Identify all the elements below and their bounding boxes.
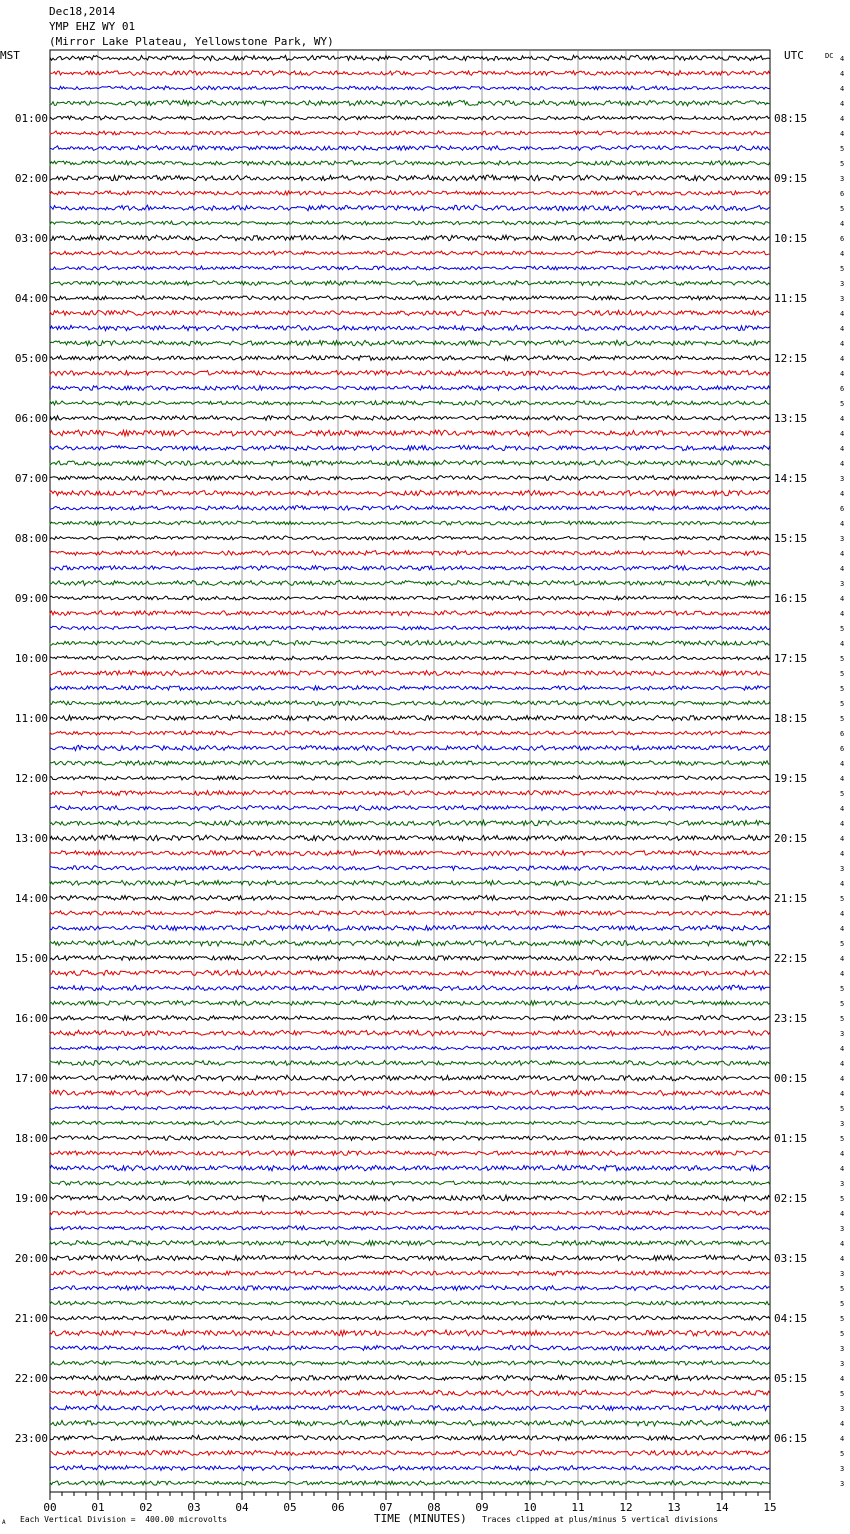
mst-hour-label: 10:00 <box>14 652 48 665</box>
seismic-trace <box>50 566 770 571</box>
dc-value: 3 <box>840 1360 845 1368</box>
dc-value: 4 <box>840 775 845 783</box>
utc-hour-label: 05:15 <box>774 1372 808 1385</box>
dc-value: 6 <box>840 235 845 243</box>
dc-value: 5 <box>840 1105 845 1113</box>
seismic-trace <box>50 266 770 270</box>
seismic-trace <box>50 161 770 166</box>
x-tick-label: 09 <box>475 1501 489 1514</box>
seismic-trace <box>50 86 770 90</box>
seismic-trace <box>50 1316 770 1320</box>
x-tick-label: 02 <box>139 1501 153 1514</box>
dc-value: 4 <box>840 1150 845 1158</box>
seismic-trace <box>50 925 770 930</box>
mst-hour-label: 16:00 <box>14 1012 48 1025</box>
seismic-trace <box>50 175 770 181</box>
seismic-trace <box>50 745 770 750</box>
dc-value: 4 <box>840 490 845 498</box>
seismic-trace <box>50 1075 770 1081</box>
dc-value: 3 <box>840 535 845 543</box>
dc-value: 4 <box>840 955 845 963</box>
left-timezone-label: MST <box>0 49 20 62</box>
dc-value: 4 <box>840 370 845 378</box>
seismic-trace <box>50 1226 770 1230</box>
dc-value: 4 <box>840 460 845 468</box>
seismic-trace <box>50 1046 770 1050</box>
seismic-trace <box>50 490 770 496</box>
mst-hour-label: 17:00 <box>14 1072 48 1085</box>
dc-value: 4 <box>840 1210 845 1218</box>
dc-value: 4 <box>840 880 845 888</box>
dc-value: 4 <box>840 1060 845 1068</box>
plot-date: Dec18,2014 <box>49 5 116 18</box>
seismic-trace <box>50 940 770 946</box>
dc-value: 4 <box>840 640 845 648</box>
seismic-trace <box>50 340 770 345</box>
utc-hour-label: 19:15 <box>774 772 808 785</box>
clip-note: Traces clipped at plus/minus 5 vertical divisions <box>482 1515 719 1524</box>
dc-value: 4 <box>840 340 845 348</box>
mst-hour-label: 23:00 <box>14 1432 48 1445</box>
x-tick-label: 04 <box>235 1501 249 1514</box>
seismic-trace <box>50 1136 770 1141</box>
mst-hour-label: 13:00 <box>14 832 48 845</box>
footer-mark: A <box>2 1519 6 1526</box>
dc-value: 4 <box>840 85 845 93</box>
dc-value: 3 <box>840 1180 845 1188</box>
mst-hour-label: 04:00 <box>14 292 48 305</box>
dc-value: 4 <box>840 130 845 138</box>
seismic-trace <box>50 1061 770 1066</box>
dc-value: 5 <box>840 205 845 213</box>
dc-value: 4 <box>840 310 845 318</box>
seismic-trace <box>50 1165 770 1171</box>
seismic-trace <box>50 1435 770 1440</box>
seismic-trace <box>50 430 770 436</box>
utc-hour-label: 20:15 <box>774 832 808 845</box>
dc-value: 5 <box>840 1315 845 1323</box>
x-tick-label: 06 <box>331 1501 345 1514</box>
seismic-trace <box>50 146 770 151</box>
dc-value: 4 <box>840 1165 845 1173</box>
seismic-trace <box>50 445 770 450</box>
utc-hour-label: 18:15 <box>774 712 808 725</box>
x-tick-label: 13 <box>667 1501 681 1514</box>
dc-value: 5 <box>840 685 845 693</box>
seismic-trace <box>50 386 770 391</box>
seismic-trace <box>50 776 770 780</box>
dc-value: 4 <box>840 1435 845 1443</box>
seismic-trace <box>50 401 770 406</box>
seismic-trace <box>50 1361 770 1366</box>
dc-value: 4 <box>840 430 845 438</box>
x-tick-label: 03 <box>187 1501 201 1514</box>
seismic-trace <box>50 205 770 211</box>
dc-value: 4 <box>840 595 845 603</box>
utc-hour-label: 22:15 <box>774 952 808 965</box>
dc-value: 5 <box>840 400 845 408</box>
dc-value: 4 <box>840 115 845 123</box>
seismic-trace <box>50 310 770 315</box>
x-tick-label: 15 <box>763 1501 777 1514</box>
utc-hour-label: 09:15 <box>774 172 808 185</box>
dc-value: 5 <box>840 655 845 663</box>
utc-hour-label: 04:15 <box>774 1312 808 1325</box>
dc-value: 4 <box>840 1420 845 1428</box>
dc-value: 5 <box>840 715 845 723</box>
dc-value: 5 <box>840 1015 845 1023</box>
mst-hour-label: 18:00 <box>14 1132 48 1145</box>
mst-hour-label: 09:00 <box>14 592 48 605</box>
seismic-trace <box>50 1345 770 1350</box>
seismic-trace <box>50 416 770 421</box>
seismic-trace <box>50 835 770 841</box>
seismic-trace <box>50 596 770 600</box>
dc-value: 4 <box>840 760 845 768</box>
mst-hour-label: 03:00 <box>14 232 48 245</box>
seismic-trace <box>50 1466 770 1471</box>
dc-value: 6 <box>840 505 845 513</box>
seismic-trace <box>50 880 770 885</box>
dc-value: 5 <box>840 1195 845 1203</box>
seismic-trace <box>50 790 770 795</box>
dc-value: 3 <box>840 1270 845 1278</box>
seismic-trace <box>50 686 770 691</box>
seismic-trace <box>50 235 770 241</box>
seismic-trace <box>50 116 770 120</box>
mst-hour-label: 11:00 <box>14 712 48 725</box>
seismic-trace <box>50 1286 770 1291</box>
seismic-trace <box>50 866 770 871</box>
x-tick-label: 01 <box>91 1501 105 1514</box>
dc-value: 5 <box>840 670 845 678</box>
dc-value: 5 <box>840 790 845 798</box>
dc-value: 4 <box>840 1375 845 1383</box>
dc-value: 3 <box>840 865 845 873</box>
dc-value: 4 <box>840 610 845 618</box>
mst-hour-label: 06:00 <box>14 412 48 425</box>
dc-value: 5 <box>840 1285 845 1293</box>
dc-value: 4 <box>840 910 845 918</box>
seismic-trace <box>50 370 770 375</box>
seismic-trace <box>50 100 770 106</box>
dc-value: 6 <box>840 730 845 738</box>
utc-hour-label: 11:15 <box>774 292 808 305</box>
dc-value: 5 <box>840 940 845 948</box>
dc-value: 4 <box>840 1255 845 1263</box>
seismic-trace <box>50 1301 770 1306</box>
seismic-trace <box>50 970 770 976</box>
station-code: YMP EHZ WY 01 <box>49 20 136 33</box>
seismic-trace <box>50 656 770 660</box>
seismic-trace <box>50 281 770 286</box>
seismic-trace <box>50 626 770 630</box>
seismic-trace <box>50 1481 770 1485</box>
seismic-trace <box>50 536 770 540</box>
x-tick-label: 07 <box>379 1501 393 1514</box>
seismic-trace <box>50 506 770 511</box>
dc-value: 5 <box>840 1300 845 1308</box>
dc-value: 5 <box>840 1135 845 1143</box>
station-location: (Mirror Lake Plateau, Yellowstone Park, WY) <box>49 35 334 48</box>
dc-value: 4 <box>840 1075 845 1083</box>
seismic-trace <box>50 1405 770 1410</box>
dc-value: 4 <box>840 850 845 858</box>
seismic-trace <box>50 1030 770 1036</box>
x-tick-label: 12 <box>619 1501 633 1514</box>
seismic-trace <box>50 1211 770 1215</box>
seismic-trace <box>50 356 770 361</box>
mst-hour-label: 15:00 <box>14 952 48 965</box>
seismic-trace <box>50 806 770 811</box>
seismic-trace <box>50 701 770 706</box>
dc-value: 5 <box>840 145 845 153</box>
seismic-trace <box>50 1420 770 1426</box>
mst-hour-label: 07:00 <box>14 472 48 485</box>
x-tick-label: 08 <box>427 1501 441 1514</box>
seismic-trace <box>50 611 770 616</box>
mst-hour-label: 22:00 <box>14 1372 48 1385</box>
x-tick-label: 00 <box>43 1501 57 1514</box>
utc-hour-label: 13:15 <box>774 412 808 425</box>
seismic-trace <box>50 1450 770 1455</box>
x-tick-label: 14 <box>715 1501 729 1514</box>
mst-hour-label: 02:00 <box>14 172 48 185</box>
dc-value: 6 <box>840 745 845 753</box>
dc-value: 4 <box>840 250 845 258</box>
seismic-trace <box>50 1151 770 1156</box>
dc-value: 4 <box>840 925 845 933</box>
seismic-trace <box>50 1330 770 1336</box>
utc-hour-label: 12:15 <box>774 352 808 365</box>
dc-value: 5 <box>840 625 845 633</box>
seismic-trace <box>50 55 770 60</box>
dc-value: 5 <box>840 265 845 273</box>
utc-hour-label: 21:15 <box>774 892 808 905</box>
seismic-trace <box>50 911 770 916</box>
dc-value: 5 <box>840 160 845 168</box>
mst-hour-label: 21:00 <box>14 1312 48 1325</box>
dc-value: 3 <box>840 580 845 588</box>
dc-value: 4 <box>840 835 845 843</box>
dc-value: 3 <box>840 1120 845 1128</box>
seismic-trace <box>50 1255 770 1261</box>
seismic-trace <box>50 641 770 646</box>
seismic-trace <box>50 851 770 856</box>
seismic-trace <box>50 671 770 676</box>
x-tick-label: 05 <box>283 1501 297 1514</box>
utc-hour-label: 14:15 <box>774 472 808 485</box>
seismic-trace <box>50 521 770 525</box>
dc-value: 5 <box>840 895 845 903</box>
seismic-trace <box>50 1241 770 1246</box>
dc-value: 4 <box>840 820 845 828</box>
dc-value: 4 <box>840 1240 845 1248</box>
utc-hour-label: 23:15 <box>774 1012 808 1025</box>
seismic-trace <box>50 191 770 196</box>
seismic-trace <box>50 1000 770 1005</box>
seismic-trace <box>50 1375 770 1380</box>
x-tick-label: 10 <box>523 1501 537 1514</box>
utc-hour-label: 06:15 <box>774 1432 808 1445</box>
scale-note: Each Vertical Division = 400.00 microvolts <box>20 1515 228 1524</box>
utc-hour-label: 03:15 <box>774 1252 808 1265</box>
seismic-trace <box>50 985 770 990</box>
seismic-trace <box>50 296 770 301</box>
dc-value: 3 <box>840 1465 845 1473</box>
dc-value: 5 <box>840 985 845 993</box>
dc-value: 3 <box>840 175 845 183</box>
dc-value: 4 <box>840 805 845 813</box>
dc-value: 4 <box>840 550 845 558</box>
dc-value: 5 <box>840 1000 845 1008</box>
dc-value: 3 <box>840 295 845 303</box>
seismic-trace <box>50 1195 770 1201</box>
seismic-trace <box>50 325 770 330</box>
utc-hour-label: 17:15 <box>774 652 808 665</box>
seismic-trace <box>50 221 770 225</box>
seismic-trace <box>50 460 770 465</box>
seismic-trace <box>50 1015 770 1020</box>
dc-value: 3 <box>840 1345 845 1353</box>
mst-hour-label: 19:00 <box>14 1192 48 1205</box>
utc-hour-label: 01:15 <box>774 1132 808 1145</box>
seismic-trace <box>50 1121 770 1125</box>
seismic-trace <box>50 1106 770 1110</box>
dc-value: 4 <box>840 1090 845 1098</box>
x-tick-label: 11 <box>571 1501 585 1514</box>
seismic-trace <box>50 251 770 255</box>
seismic-trace <box>50 1090 770 1096</box>
dc-value: 4 <box>840 220 845 228</box>
mst-hour-label: 05:00 <box>14 352 48 365</box>
utc-hour-label: 02:15 <box>774 1192 808 1205</box>
dc-value: 3 <box>840 1480 845 1488</box>
utc-hour-label: 08:15 <box>774 112 808 125</box>
seismic-trace <box>50 896 770 901</box>
seismic-trace <box>50 71 770 76</box>
dc-value: 4 <box>840 355 845 363</box>
utc-hour-label: 00:15 <box>774 1072 808 1085</box>
dc-value: 3 <box>840 1030 845 1038</box>
x-axis-label: TIME (MINUTES) <box>374 1512 467 1525</box>
dc-value: 5 <box>840 1330 845 1338</box>
seismic-trace <box>50 551 770 556</box>
dc-value: 5 <box>840 1390 845 1398</box>
dc-value: 3 <box>840 1225 845 1233</box>
seismic-trace <box>50 820 770 826</box>
dc-value: 4 <box>840 70 845 78</box>
seismic-trace <box>50 1181 770 1185</box>
utc-hour-label: 16:15 <box>774 592 808 605</box>
mst-hour-label: 12:00 <box>14 772 48 785</box>
dc-value: 4 <box>840 445 845 453</box>
dc-value: 3 <box>840 1405 845 1413</box>
mst-hour-label: 20:00 <box>14 1252 48 1265</box>
seismic-trace <box>50 580 770 585</box>
mst-hour-label: 01:00 <box>14 112 48 125</box>
seismic-trace <box>50 131 770 135</box>
dc-value: 4 <box>840 565 845 573</box>
dc-value: 4 <box>840 55 845 63</box>
utc-hour-label: 15:15 <box>774 532 808 545</box>
dc-value: 6 <box>840 385 845 393</box>
dc-value: 5 <box>840 700 845 708</box>
seismic-trace <box>50 731 770 735</box>
dc-value: 4 <box>840 520 845 528</box>
mst-hour-label: 14:00 <box>14 892 48 905</box>
dc-value: 3 <box>840 475 845 483</box>
mst-hour-label: 08:00 <box>14 532 48 545</box>
seismic-trace <box>50 956 770 961</box>
dc-value: 5 <box>840 1450 845 1458</box>
dc-value: 4 <box>840 1045 845 1053</box>
dc-value: 4 <box>840 970 845 978</box>
dc-value: 4 <box>840 325 845 333</box>
seismic-trace <box>50 1390 770 1396</box>
dc-value: 3 <box>840 280 845 288</box>
dc-label: DC <box>825 52 834 60</box>
utc-hour-label: 10:15 <box>774 232 808 245</box>
right-timezone-label: UTC <box>784 49 804 62</box>
seismic-trace <box>50 761 770 766</box>
seismic-trace <box>50 1271 770 1276</box>
dc-value: 6 <box>840 190 845 198</box>
dc-value: 4 <box>840 415 845 423</box>
seismic-trace <box>50 715 770 720</box>
seismic-trace <box>50 476 770 481</box>
dc-value: 4 <box>840 100 845 108</box>
